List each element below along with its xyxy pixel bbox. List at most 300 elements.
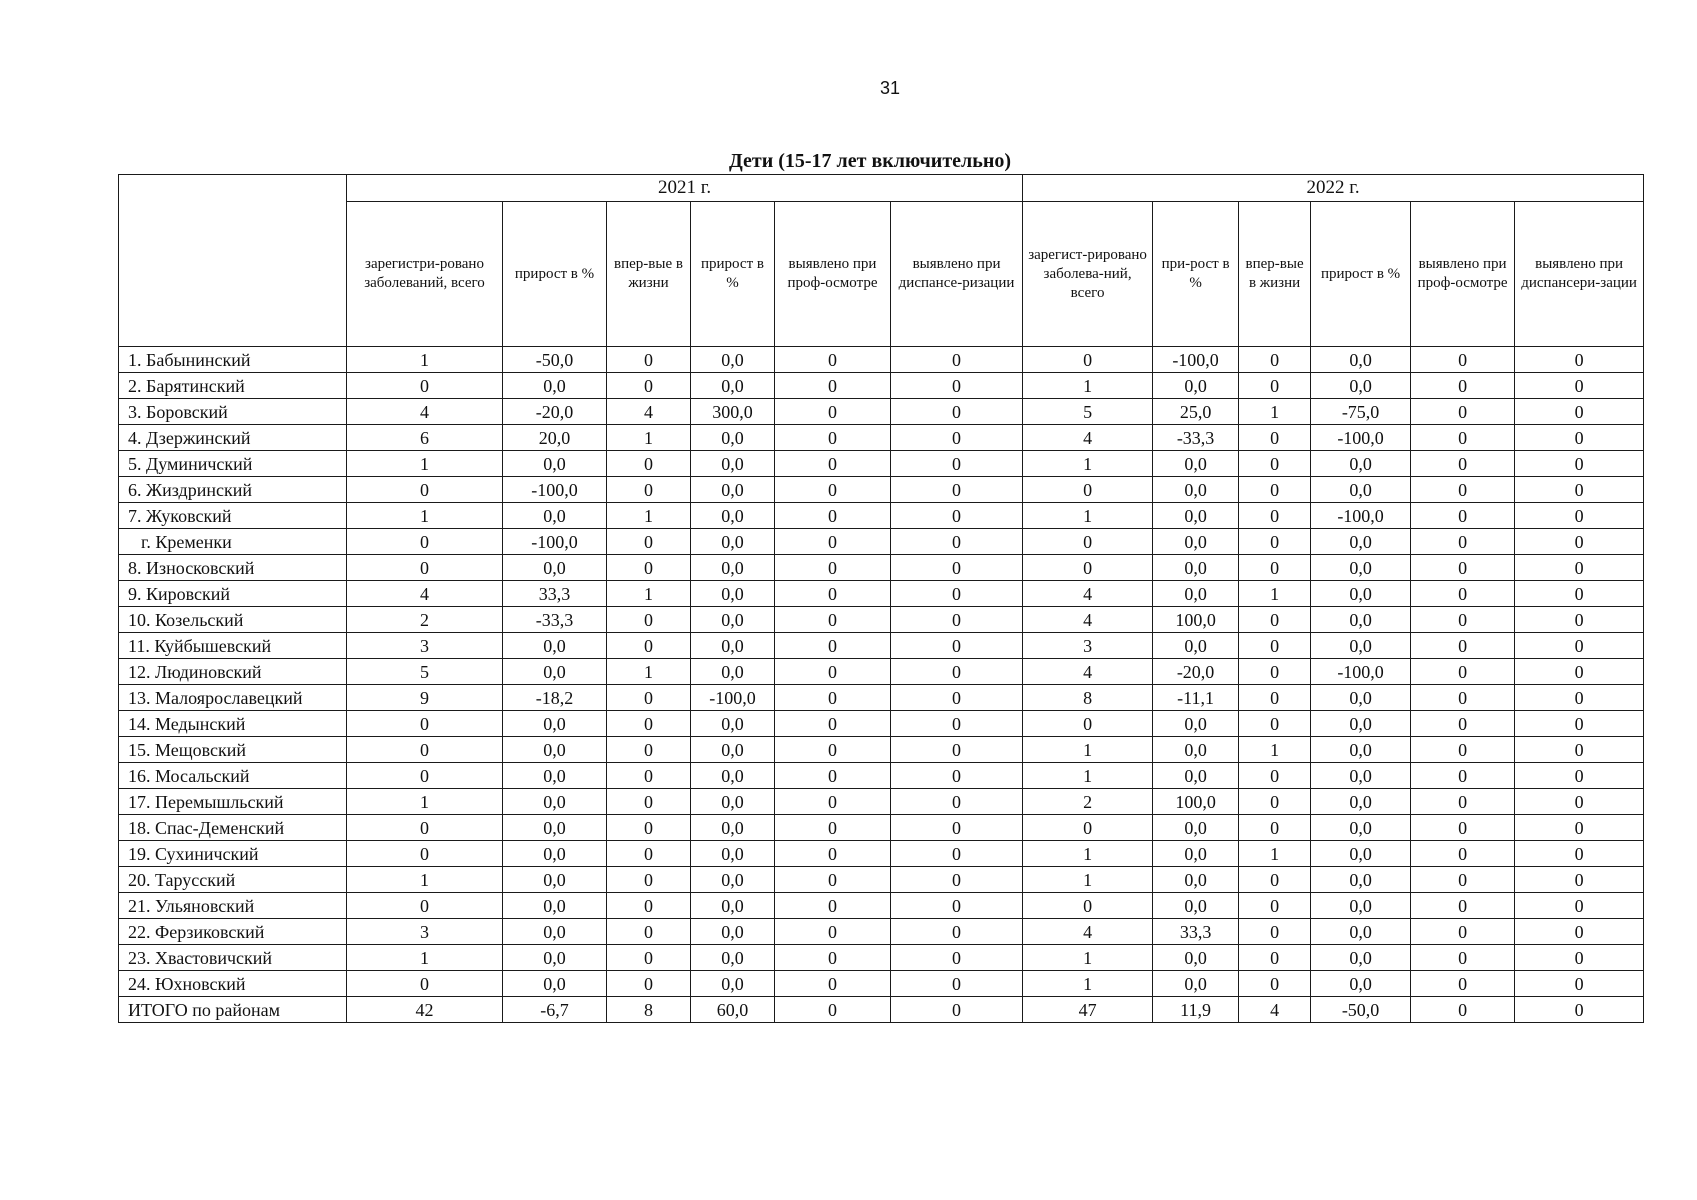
value-cell: 4	[1023, 425, 1153, 451]
table-row	[119, 503, 1644, 529]
value-cell: 0	[607, 893, 691, 919]
value-cell: 0	[1239, 347, 1311, 373]
value-cell: 0	[891, 425, 1023, 451]
value-cell: 0	[1515, 867, 1644, 893]
table-row	[119, 893, 1644, 919]
value-cell: 0,0	[503, 763, 607, 789]
value-cell: 3	[347, 919, 503, 945]
value-cell: 4	[1023, 581, 1153, 607]
value-cell: 0,0	[1311, 737, 1411, 763]
district-name-cell: 16. Мосальский	[119, 763, 347, 789]
value-cell: 0	[1515, 919, 1644, 945]
value-cell: 0	[1411, 789, 1515, 815]
value-cell: 0	[775, 971, 891, 997]
value-cell: 0	[1023, 347, 1153, 373]
value-cell: 1	[1023, 841, 1153, 867]
value-cell: 0,0	[503, 659, 607, 685]
value-cell: 100,0	[1153, 789, 1239, 815]
value-cell: 0	[1411, 347, 1515, 373]
district-name-cell: 23. Хвастовичский	[119, 945, 347, 971]
year-header-row	[119, 175, 1644, 202]
value-cell: 0	[775, 685, 891, 711]
value-cell: 0	[607, 555, 691, 581]
value-cell: -18,2	[503, 685, 607, 711]
value-cell: 0,0	[1311, 841, 1411, 867]
value-cell: 0	[1239, 451, 1311, 477]
value-cell: 0	[1239, 633, 1311, 659]
table-row	[119, 373, 1644, 399]
value-cell: 0	[1411, 841, 1515, 867]
table-row	[119, 867, 1644, 893]
value-cell: 0,0	[691, 607, 775, 633]
value-cell: 0	[607, 945, 691, 971]
col-header-2021-checkup: выявлено при проф-осмотре	[775, 202, 891, 347]
value-cell: 0	[1411, 997, 1515, 1023]
value-cell: 0	[347, 711, 503, 737]
value-cell: 0,0	[503, 503, 607, 529]
value-cell: 0,0	[691, 503, 775, 529]
value-cell: 1	[607, 659, 691, 685]
value-cell: 1	[1023, 373, 1153, 399]
value-cell: 0	[1411, 685, 1515, 711]
value-cell: 0,0	[503, 789, 607, 815]
table-row	[119, 347, 1644, 373]
value-cell: 0	[1023, 555, 1153, 581]
table-row	[119, 711, 1644, 737]
page-number: 31	[879, 78, 901, 98]
district-header-cell	[119, 175, 347, 347]
value-cell: 0,0	[1153, 763, 1239, 789]
value-cell: 1	[347, 451, 503, 477]
value-cell: 1	[1023, 451, 1153, 477]
value-cell: 0	[1239, 971, 1311, 997]
value-cell: 0	[1515, 425, 1644, 451]
value-cell: 0	[1515, 789, 1644, 815]
value-cell: 0	[607, 529, 691, 555]
value-cell: 0	[1515, 841, 1644, 867]
table-row	[119, 919, 1644, 945]
value-cell: 0	[1411, 945, 1515, 971]
value-cell: 0,0	[691, 581, 775, 607]
value-cell: 0	[1411, 633, 1515, 659]
value-cell: 0	[1411, 555, 1515, 581]
value-cell: 0	[347, 815, 503, 841]
value-cell: 0	[891, 633, 1023, 659]
value-cell: 5	[347, 659, 503, 685]
value-cell: 1	[1023, 503, 1153, 529]
value-cell: 4	[1023, 919, 1153, 945]
value-cell: 0,0	[1153, 529, 1239, 555]
value-cell: 0,0	[1311, 711, 1411, 737]
value-cell: 0	[775, 555, 891, 581]
value-cell: -100,0	[1153, 347, 1239, 373]
value-cell: 0,0	[1153, 503, 1239, 529]
value-cell: 0	[1411, 503, 1515, 529]
value-cell: 3	[347, 633, 503, 659]
value-cell: 0	[891, 451, 1023, 477]
table-row	[119, 529, 1644, 555]
value-cell: 0	[1515, 997, 1644, 1023]
value-cell: 0	[607, 971, 691, 997]
value-cell: 0	[775, 503, 891, 529]
value-cell: 0	[347, 763, 503, 789]
col-header-2021-first-time: впер-вые в жизни	[607, 202, 691, 347]
value-cell: 0	[775, 997, 891, 1023]
value-cell: 1	[607, 581, 691, 607]
value-cell: -20,0	[503, 399, 607, 425]
value-cell: 0	[1239, 659, 1311, 685]
value-cell: 0	[607, 867, 691, 893]
value-cell: 0	[607, 763, 691, 789]
value-cell: 0	[1515, 893, 1644, 919]
value-cell: 0	[891, 503, 1023, 529]
value-cell: 0	[1515, 607, 1644, 633]
value-cell: 4	[347, 399, 503, 425]
value-cell: 0	[1411, 607, 1515, 633]
value-cell: 1	[347, 945, 503, 971]
col-header-2022-growth: при-рост в %	[1153, 202, 1239, 347]
value-cell: 0,0	[503, 451, 607, 477]
value-cell: 0,0	[691, 373, 775, 399]
value-cell: 0	[775, 919, 891, 945]
value-cell: 0	[1411, 867, 1515, 893]
value-cell: 0,0	[1153, 581, 1239, 607]
col-header-2021-growth: прирост в %	[503, 202, 607, 347]
value-cell: 0	[1411, 529, 1515, 555]
value-cell: 0,0	[503, 711, 607, 737]
table-row	[119, 945, 1644, 971]
value-cell: 4	[1023, 659, 1153, 685]
value-cell: 0	[891, 971, 1023, 997]
value-cell: 0,0	[1311, 581, 1411, 607]
value-cell: 0	[347, 737, 503, 763]
value-cell: 0	[1515, 529, 1644, 555]
value-cell: -100,0	[1311, 425, 1411, 451]
value-cell: 0	[775, 815, 891, 841]
value-cell: 0,0	[1311, 763, 1411, 789]
value-cell: 0,0	[691, 451, 775, 477]
value-cell: 0	[1515, 815, 1644, 841]
value-cell: 0	[607, 789, 691, 815]
value-cell: 0	[1411, 477, 1515, 503]
value-cell: 9	[347, 685, 503, 711]
value-cell: 0,0	[1153, 633, 1239, 659]
value-cell: 0	[1515, 451, 1644, 477]
value-cell: 0	[1239, 503, 1311, 529]
value-cell: 1	[607, 425, 691, 451]
value-cell: 0	[775, 867, 891, 893]
statistics-table	[118, 174, 1644, 1023]
value-cell: 0	[891, 893, 1023, 919]
value-cell: 0,0	[691, 737, 775, 763]
district-name-cell: 13. Малоярославецкий	[119, 685, 347, 711]
value-cell: 0	[775, 763, 891, 789]
value-cell: 0	[1411, 399, 1515, 425]
value-cell: 0	[1515, 399, 1644, 425]
value-cell: 0	[891, 789, 1023, 815]
value-cell: 4	[607, 399, 691, 425]
table-row	[119, 815, 1644, 841]
value-cell: 33,3	[1153, 919, 1239, 945]
value-cell: 0	[891, 945, 1023, 971]
value-cell: 0	[775, 347, 891, 373]
table-title: Дети (15-17 лет включительно)	[728, 150, 1012, 172]
value-cell: 0,0	[1153, 971, 1239, 997]
value-cell: 0,0	[691, 477, 775, 503]
value-cell: 0,0	[503, 971, 607, 997]
value-cell: 1	[347, 503, 503, 529]
district-name-cell: 11. Куйбышевский	[119, 633, 347, 659]
value-cell: 0	[607, 347, 691, 373]
value-cell: 0,0	[1153, 711, 1239, 737]
value-cell: 4	[347, 581, 503, 607]
value-cell: 0	[775, 607, 891, 633]
value-cell: 0	[607, 711, 691, 737]
col-header-2021-first-time-growth: прирост в %	[691, 202, 775, 347]
value-cell: 0	[607, 607, 691, 633]
district-name-cell: 10. Козельский	[119, 607, 347, 633]
value-cell: 0	[347, 555, 503, 581]
value-cell: 0,0	[1153, 841, 1239, 867]
value-cell: 300,0	[691, 399, 775, 425]
value-cell: 0	[1239, 607, 1311, 633]
col-header-2022-registered: зарегист-рировано заболева-ний, всего	[1023, 202, 1153, 347]
value-cell: 0	[891, 555, 1023, 581]
value-cell: -33,3	[1153, 425, 1239, 451]
value-cell: 60,0	[691, 997, 775, 1023]
district-name-cell: 9. Кировский	[119, 581, 347, 607]
value-cell: 1	[1023, 763, 1153, 789]
table-row	[119, 425, 1644, 451]
district-name-cell: 21. Ульяновский	[119, 893, 347, 919]
value-cell: -11,1	[1153, 685, 1239, 711]
column-header-row	[119, 202, 1644, 347]
value-cell: 0	[891, 399, 1023, 425]
value-cell: 0,0	[1311, 529, 1411, 555]
value-cell: 0	[1239, 789, 1311, 815]
value-cell: 0	[1239, 945, 1311, 971]
district-name-cell: 1. Бабынинский	[119, 347, 347, 373]
value-cell: 0	[607, 633, 691, 659]
value-cell: 0,0	[691, 711, 775, 737]
table-row	[119, 581, 1644, 607]
value-cell: 0	[1239, 867, 1311, 893]
value-cell: 0	[1239, 815, 1311, 841]
value-cell: 0	[607, 685, 691, 711]
value-cell: 0	[1023, 711, 1153, 737]
value-cell: 0	[1515, 971, 1644, 997]
value-cell: 0	[775, 477, 891, 503]
value-cell: 0	[891, 815, 1023, 841]
value-cell: 1	[347, 347, 503, 373]
value-cell: 0	[347, 529, 503, 555]
value-cell: 0,0	[1153, 737, 1239, 763]
value-cell: 0,0	[691, 659, 775, 685]
value-cell: 0	[775, 425, 891, 451]
value-cell: 0	[1515, 373, 1644, 399]
value-cell: 6	[347, 425, 503, 451]
value-cell: 0,0	[1153, 867, 1239, 893]
value-cell: 0,0	[691, 919, 775, 945]
value-cell: 0,0	[1311, 451, 1411, 477]
district-name-cell: г. Кременки	[119, 529, 347, 555]
value-cell: 0,0	[691, 815, 775, 841]
district-name-cell: 19. Сухиничский	[119, 841, 347, 867]
table-row	[119, 633, 1644, 659]
table-row	[119, 555, 1644, 581]
value-cell: 0,0	[1311, 815, 1411, 841]
value-cell: 0	[1411, 763, 1515, 789]
value-cell: 0	[1411, 659, 1515, 685]
value-cell: -100,0	[503, 529, 607, 555]
value-cell: 0	[891, 919, 1023, 945]
table-row	[119, 971, 1644, 997]
table-row	[119, 607, 1644, 633]
value-cell: 0,0	[503, 841, 607, 867]
value-cell: 0,0	[1311, 971, 1411, 997]
value-cell: -6,7	[503, 997, 607, 1023]
table-row	[119, 399, 1644, 425]
value-cell: 0,0	[1153, 477, 1239, 503]
value-cell: 1	[1239, 581, 1311, 607]
table-row	[119, 477, 1644, 503]
value-cell: 0,0	[1153, 945, 1239, 971]
value-cell: 0	[891, 711, 1023, 737]
value-cell: 0	[1239, 893, 1311, 919]
value-cell: 0	[607, 451, 691, 477]
value-cell: 0	[1515, 763, 1644, 789]
value-cell: 0,0	[691, 555, 775, 581]
value-cell: 0	[1515, 945, 1644, 971]
value-cell: 0	[775, 945, 891, 971]
value-cell: 1	[1023, 945, 1153, 971]
col-header-2022-first-time: впер-вые в жизни	[1239, 202, 1311, 347]
value-cell: 0	[1411, 919, 1515, 945]
value-cell: 0	[607, 841, 691, 867]
value-cell: 3	[1023, 633, 1153, 659]
value-cell: 0	[1411, 581, 1515, 607]
value-cell: 0	[891, 373, 1023, 399]
value-cell: 0	[607, 737, 691, 763]
value-cell: 0	[1411, 971, 1515, 997]
value-cell: 0	[1023, 893, 1153, 919]
value-cell: 8	[1023, 685, 1153, 711]
value-cell: 0	[607, 919, 691, 945]
value-cell: 0,0	[503, 815, 607, 841]
value-cell: 0	[891, 841, 1023, 867]
value-cell: 0	[891, 867, 1023, 893]
value-cell: 0,0	[691, 867, 775, 893]
table-row	[119, 789, 1644, 815]
value-cell: 0	[1515, 711, 1644, 737]
value-cell: 0,0	[691, 425, 775, 451]
value-cell: 0	[1239, 711, 1311, 737]
value-cell: 0,0	[1311, 633, 1411, 659]
value-cell: -75,0	[1311, 399, 1411, 425]
district-name-cell: 12. Людиновский	[119, 659, 347, 685]
district-name-cell: 15. Мещовский	[119, 737, 347, 763]
value-cell: 0	[1023, 815, 1153, 841]
value-cell: 0,0	[1311, 867, 1411, 893]
value-cell: 0,0	[691, 763, 775, 789]
col-header-2021-dispensary: выявлено при диспансе-ризации	[891, 202, 1023, 347]
table-row	[119, 451, 1644, 477]
value-cell: 0,0	[691, 789, 775, 815]
value-cell: 1	[1239, 737, 1311, 763]
value-cell: 0,0	[1311, 477, 1411, 503]
value-cell: -100,0	[1311, 503, 1411, 529]
value-cell: 0	[607, 477, 691, 503]
value-cell: 0,0	[1311, 685, 1411, 711]
district-name-cell: 6. Жиздринский	[119, 477, 347, 503]
table-body	[119, 347, 1644, 1023]
value-cell: 1	[1023, 867, 1153, 893]
value-cell: 0	[1515, 503, 1644, 529]
value-cell: 0	[1239, 425, 1311, 451]
year-2021-header: 2021 г.	[347, 175, 1023, 202]
value-cell: 20,0	[503, 425, 607, 451]
district-name-cell: 20. Тарусский	[119, 867, 347, 893]
value-cell: 0,0	[1311, 555, 1411, 581]
value-cell: 0	[775, 373, 891, 399]
value-cell: -33,3	[503, 607, 607, 633]
value-cell: 0,0	[503, 893, 607, 919]
value-cell: 0,0	[503, 945, 607, 971]
value-cell: 0	[1515, 347, 1644, 373]
value-cell: 0	[1411, 425, 1515, 451]
value-cell: 0	[1515, 659, 1644, 685]
value-cell: 47	[1023, 997, 1153, 1023]
value-cell: 0	[1515, 685, 1644, 711]
value-cell: 0	[775, 737, 891, 763]
value-cell: 100,0	[1153, 607, 1239, 633]
table-row	[119, 659, 1644, 685]
value-cell: 1	[1023, 971, 1153, 997]
district-name-cell: 8. Износковский	[119, 555, 347, 581]
value-cell: 0	[1239, 763, 1311, 789]
value-cell: 0	[1515, 737, 1644, 763]
value-cell: -100,0	[503, 477, 607, 503]
value-cell: 0	[891, 477, 1023, 503]
district-name-cell: 4. Дзержинский	[119, 425, 347, 451]
value-cell: 0,0	[503, 633, 607, 659]
value-cell: 0,0	[1311, 347, 1411, 373]
value-cell: 8	[607, 997, 691, 1023]
value-cell: 0	[1411, 711, 1515, 737]
table-row	[119, 841, 1644, 867]
value-cell: 1	[1239, 399, 1311, 425]
value-cell: 0,0	[1311, 945, 1411, 971]
value-cell: 0,0	[1153, 451, 1239, 477]
value-cell: 0	[891, 607, 1023, 633]
value-cell: 0,0	[1311, 789, 1411, 815]
value-cell: 0	[1411, 451, 1515, 477]
value-cell: 11,9	[1153, 997, 1239, 1023]
value-cell: 0	[891, 737, 1023, 763]
value-cell: 0,0	[1311, 919, 1411, 945]
value-cell: 0	[347, 477, 503, 503]
value-cell: 0	[775, 841, 891, 867]
value-cell: 0	[1023, 529, 1153, 555]
value-cell: 0	[775, 711, 891, 737]
value-cell: 1	[347, 867, 503, 893]
district-name-cell: 3. Боровский	[119, 399, 347, 425]
col-header-2022-checkup: выявлено при проф-осмотре	[1411, 202, 1515, 347]
value-cell: 0	[1023, 477, 1153, 503]
value-cell: 0,0	[1311, 893, 1411, 919]
value-cell: 0	[891, 581, 1023, 607]
value-cell: 1	[1239, 841, 1311, 867]
